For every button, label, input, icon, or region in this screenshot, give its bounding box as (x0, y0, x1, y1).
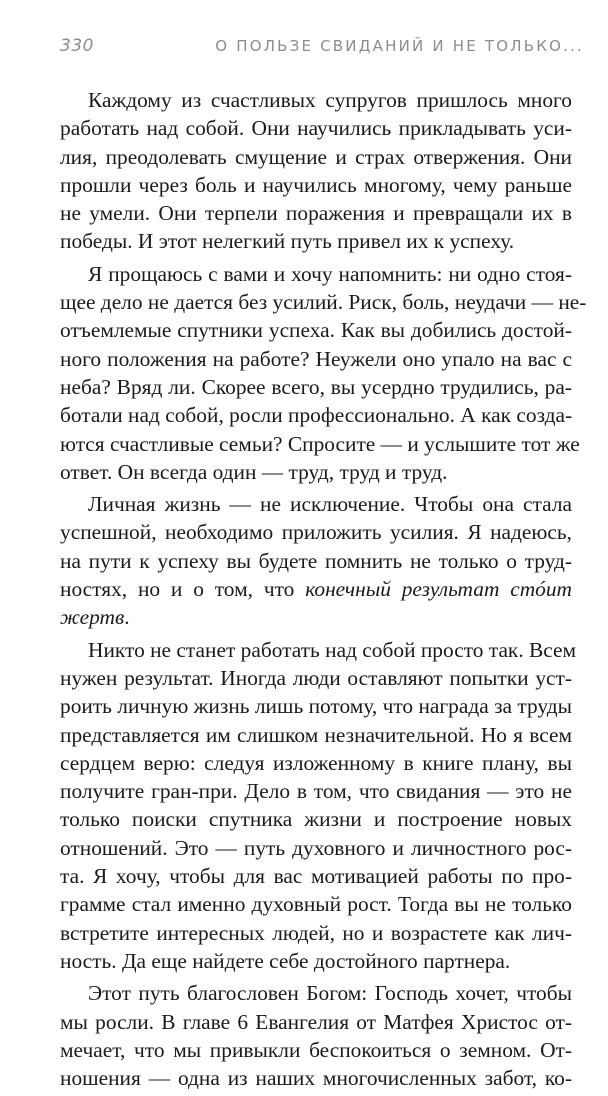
text-line (60, 575, 572, 603)
text-line: получите гран-при. Дело в том, что свидания — это не (60, 779, 572, 804)
text-line: Я прощаюсь с вами и хочу напомнить: ни одно стоя- (88, 261, 572, 286)
text-line: та. Я хочу, чтобы для вас мотивацией работы по про- (60, 864, 572, 889)
paragraph-3 (60, 490, 572, 631)
text-line: мы росли. В главе 6 Евангелия от Матфея Христос от- (60, 1009, 572, 1034)
text-line: неба? Вряд ли. Скорее всего, вы усердно трудились, ра- (60, 374, 572, 399)
text-line: на пути к успеху вы будете помнить не только о труд- (60, 548, 572, 573)
text-line: работать над собой. Они научились прикладывать уси- (60, 116, 572, 141)
text-line: ответ. Он всегда один — труд, труд и труд. (60, 459, 448, 484)
text-line: Личная жизнь — не исключение. Чтобы она стала (88, 492, 572, 517)
text-line: ботали над собой, росли профессионально. А как созда- (60, 403, 573, 428)
text-line: ного положения на работе? Неужели оно упало на вас с (60, 346, 572, 371)
text-line: только поиски спутника жизни и построение новых (60, 807, 572, 832)
paragraph-5 (60, 979, 572, 1092)
running-title: О ПОЛЬЗЕ СВИДАНИЙ И НЕ ТОЛЬКО... (215, 37, 584, 55)
text-line: мечает, что мы привыкли беспокоиться о земном. От- (60, 1037, 572, 1062)
text-line: встретите интересных людей, но и возрастете как лич- (60, 920, 572, 945)
text-line: отъемлемые спутники успеха. Как вы добились достой- (60, 318, 572, 343)
text-line (60, 603, 572, 631)
paragraph-1 (60, 86, 572, 256)
page-number: 330 (60, 36, 94, 56)
text-line: представляется им слишком незначительной. Но я всем (60, 722, 572, 747)
text-line: победы. И этот нелегкий путь привел их к успеху. (60, 229, 515, 254)
text-line: не умели. Они терпели поражения и превращали их в (60, 201, 572, 226)
text-line: лия, преодолевать смущение и страх отвержения. Они (60, 144, 572, 169)
text-line: отношений. Это — путь духовного и личностного рос- (60, 835, 572, 860)
text-line: грамме стал именно духовный рост. Тогда вы не только (60, 892, 572, 917)
text-line: щее дело не дается без усилий. Риск, боль, неудачи — не- (60, 290, 587, 315)
body-text (60, 86, 587, 1096)
line-text: ностях, но и о том, что (60, 577, 306, 602)
italic-emphasis: жертв (60, 605, 125, 630)
text-line: Каждому из счастливых супругов пришлось много (88, 88, 572, 112)
running-head (60, 36, 584, 56)
text-line: ношения — одна из наших многочисленных забот, ко- (60, 1066, 572, 1091)
text-line: ются счастливые семьи? Спросите — и услышите тот же (60, 431, 580, 456)
text-line: Никто не станет работать над собой просто так. Всем (88, 637, 577, 662)
text-line: успешной, необходимо приложить усилия. Я надеюсь, (60, 520, 572, 545)
text-line: прошли через боль и научились многому, чему раньше (60, 172, 572, 197)
text-line: ность. Да еще найдете себе достойного партнера. (60, 948, 511, 973)
text-line: роить личную жизнь лишь потому, что награда за труды (60, 694, 572, 719)
italic-emphasis: конечный результат стóит (305, 577, 573, 602)
paragraph-4 (60, 636, 577, 976)
text-line: нужен результат. Иногда люди оставляют попытки уст- (60, 665, 572, 690)
line-text: . (124, 605, 130, 630)
text-line: сердцем верю: следуя изложенному в книге плану, вы (60, 750, 572, 775)
text-line: Этот путь благословен Богом: Господь хочет, чтобы (88, 981, 572, 1006)
paragraph-2 (60, 260, 587, 486)
